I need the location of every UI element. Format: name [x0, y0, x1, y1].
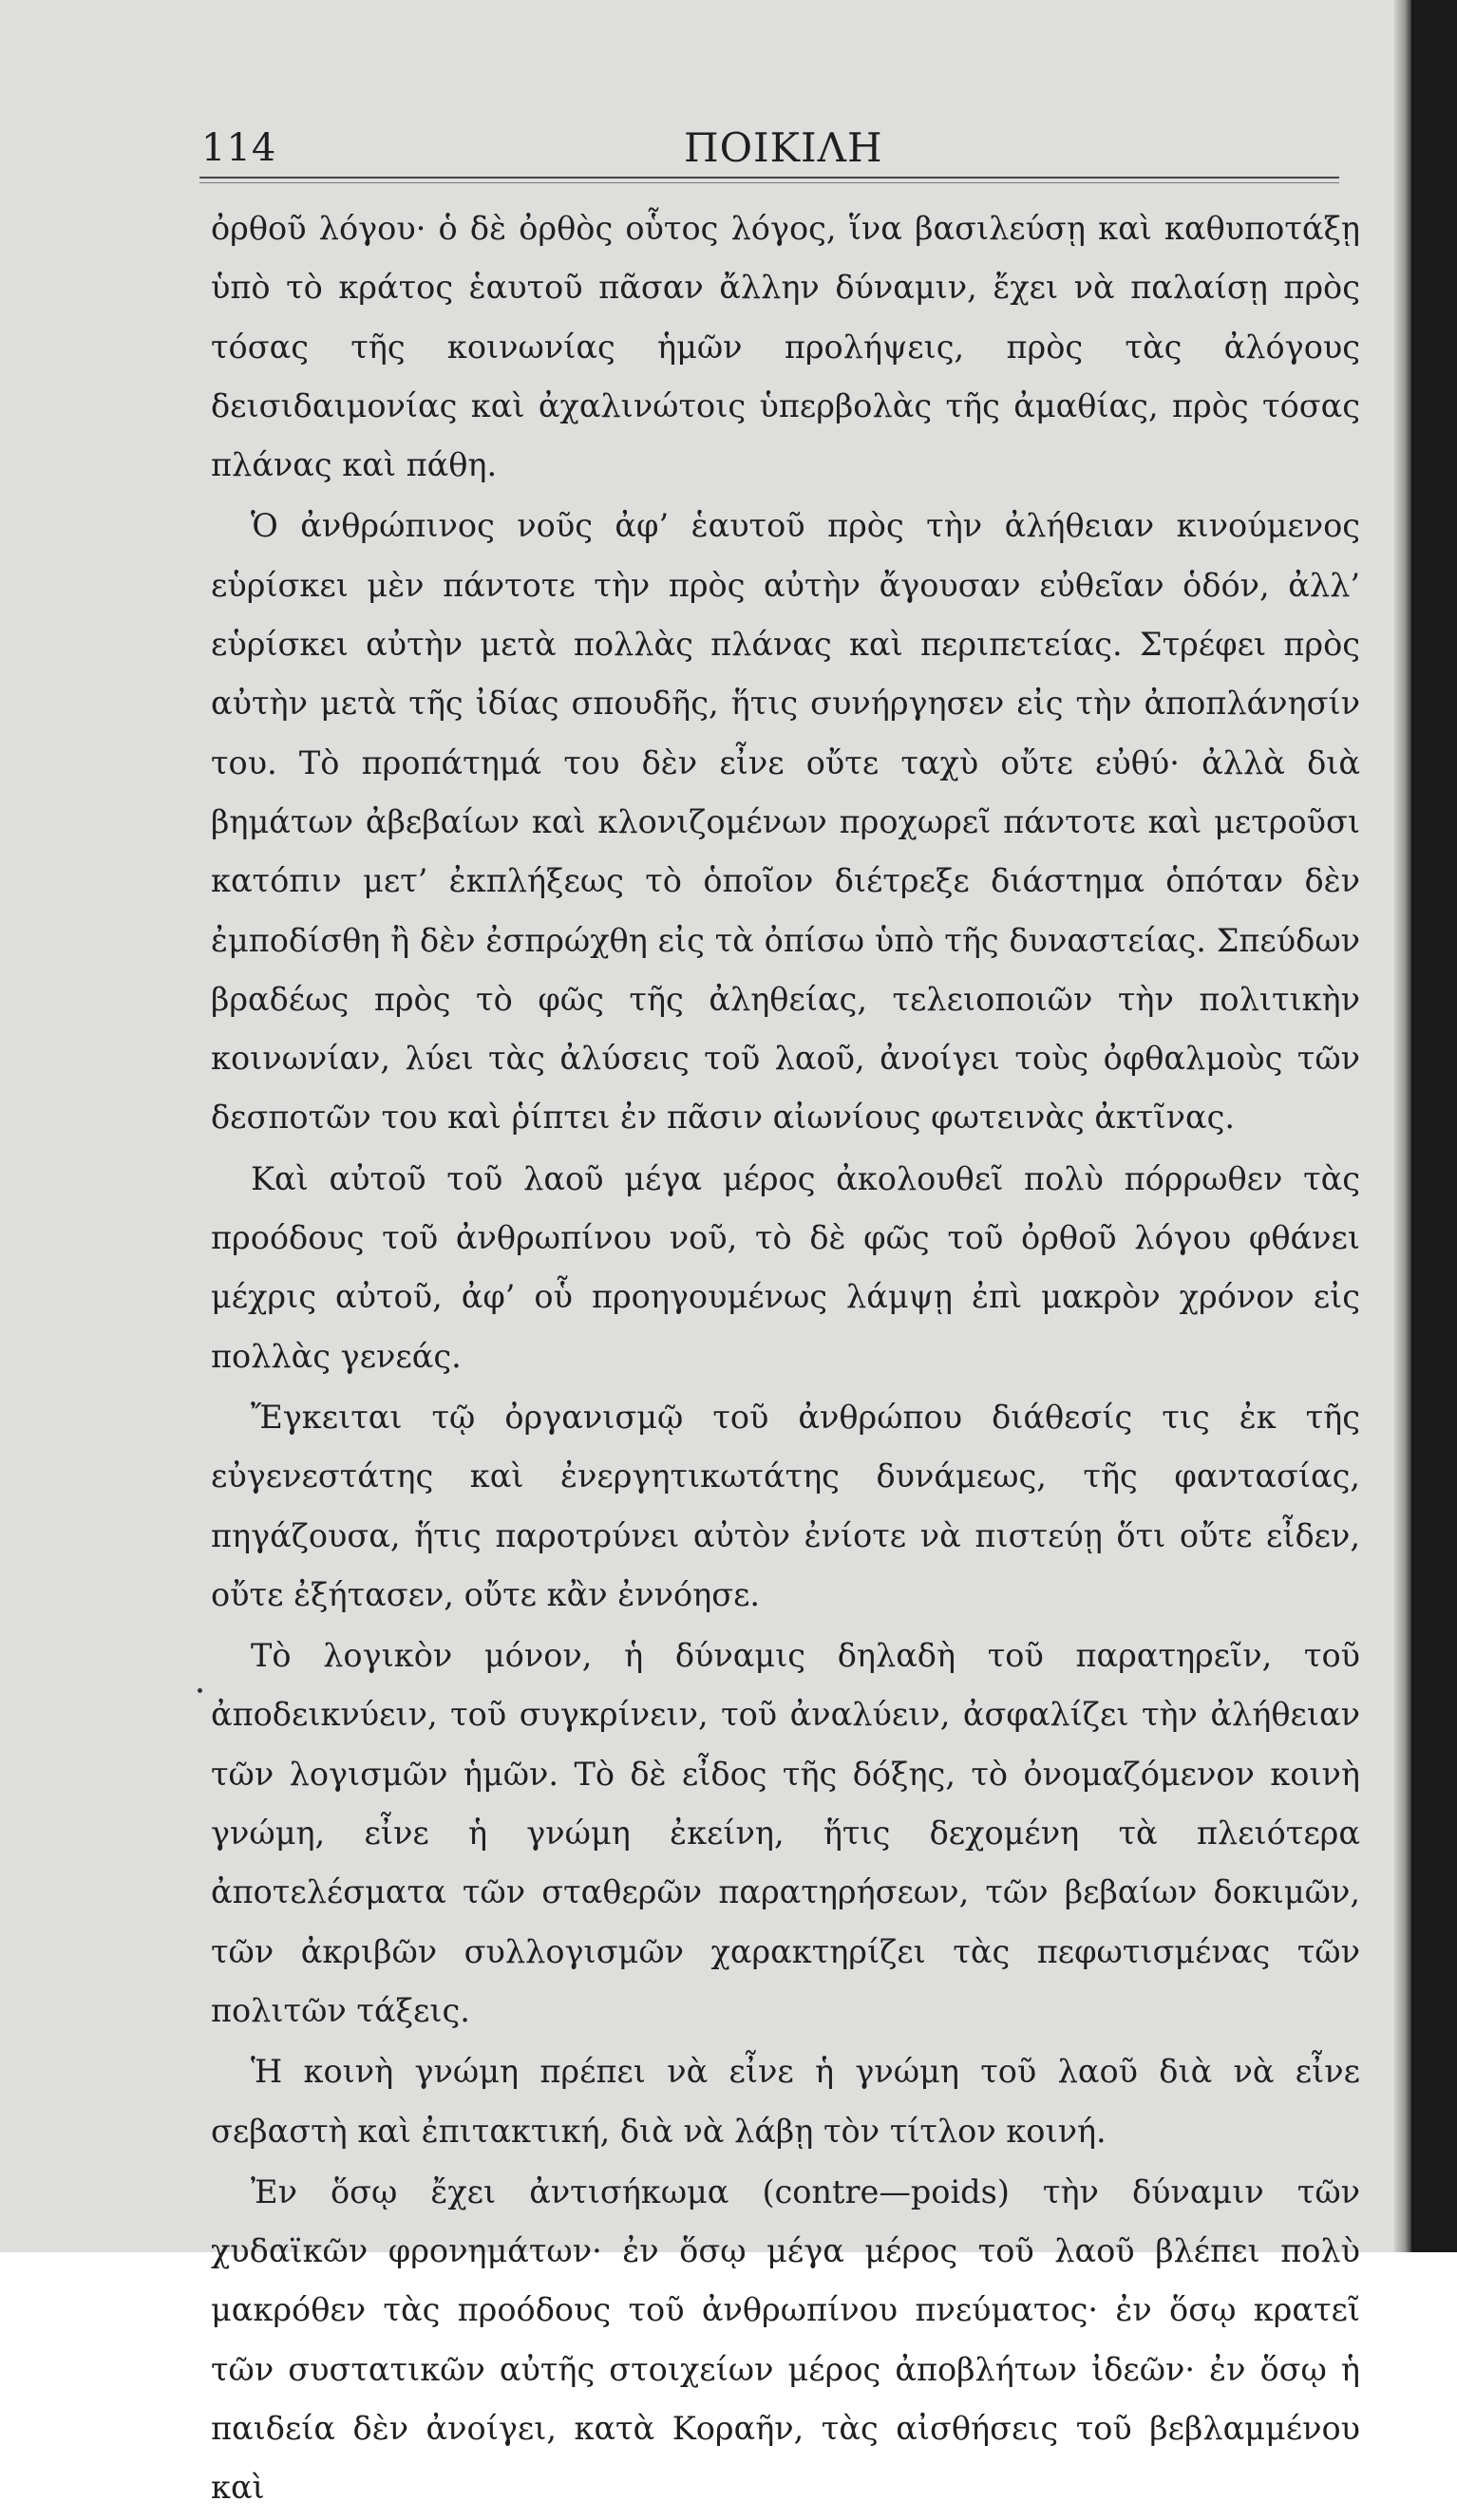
paragraph: Ἐν ὅσῳ ἔχει ἀντισήκωμα (contre—poids) τὴν δύναμιν τῶν χυδαϊκῶν φρονημάτων· ἐν ὅσῳ μέγα μέρος τοῦ λαοῦ βλέπει πολὺ μακρόθεν τὰς προόδους τοῦ ἀνθρωπίνου πνεύματος· ἐν ὅσῳ κρατεῖ τῶν συστατικῶν αὐτῆς στοιχείων μέρος ἀποβλήτων ἰδεῶν· ἐν ὅσῳ ἡ παιδεία δὲν ἀνοίγει, κατὰ Κοραῆν, τὰς αἰσθήσεις τοῦ βεβλαμμένου καὶ — [211, 2172, 1360, 2507]
paragraph: Καὶ αὐτοῦ τοῦ λαοῦ μέγα μέρος ἀκολουθεῖ πολὺ πόρρωθεν τὰς προόδους τοῦ ἀνθρωπίνου νοῦ, τὸ δὲ φῶς τοῦ ὀρθοῦ λόγου φθάνει μέχρις αὐτοῦ, ἀφ’ οὗ προηγουμένως λάμψῃ ἐπὶ μακρὸν χρόνον εἰς πολλὰς γενεάς. — [211, 1159, 1360, 1375]
header-rule — [199, 177, 1339, 183]
paragraph: Ἔγκειται τῷ ὀργανισμῷ τοῦ ἀνθρώπου διάθεσίς τις ἐκ τῆς εὐγενεστάτης καὶ ἐνεργητικωτάτης δυνάμεως, τῆς φαντασίας, πηγάζουσα, ἥτις παροτρύνει αὐτὸν ἐνίοτε νὰ πιστεύῃ ὅτι οὔτε εἶδεν, οὔτε ἐξήτασεν, οὔτε κἂν ἐννόησε. — [211, 1398, 1360, 1613]
ink-speck — [198, 1688, 202, 1693]
paragraph: Ὁ ἀνθρώπινος νοῦς ἀφ’ ἑαυτοῦ πρὸς τὴν ἀλήθειαν κινούμενος εὑρίσκει μὲν πάντοτε τὴν πρὸς αὐτὴν ἄγουσαν εὐθεῖαν ὁδόν, ἀλλ’ εὑρίσκει αὐτὴν μετὰ πολλὰς πλάνας καὶ περιπετείας. Στρέφει πρὸς αὐτὴν μετὰ τῆς ἰδίας σπουδῆς, ἥτις συνήργησεν εἰς τὴν ἀποπλάνησίν του. Τὸ προπάτημά του δὲν εἶνε οὔτε ταχὺ οὔτε εὐθύ· ἀλλὰ διὰ βημάτων ἀβεβαίων καὶ κλονιζομένων προχωρεῖ πάντοτε καὶ μετροῦσι κατόπιν μετ’ ἐκπλήξεως τὸ ὁποῖον διέτρεξε διάστημα ὁπόταν δὲν ἐμποδίσθη ἢ δὲν ἐσπρώχθη εἰς τὰ ὀπίσω ὑπὸ τῆς δυναστείας. Σπεύδων βραδέως πρὸς τὸ φῶς τῆς ἀληθείας, τελειοποιῶν τὴν πολιτικὴν κοινωνίαν, λύει τὰς ἀλύσεις τοῦ λαοῦ, ἀνοίγει τοὺς ὀφθαλμοὺς τῶν δεσποτῶν του καὶ ῥίπτει ἐν πᾶσιν αἰωνίους φωτεινὰς ἀκτῖνας. — [211, 507, 1360, 1137]
paragraph: Τὸ λογικὸν μόνον, ἡ δύναμις δηλαδὴ τοῦ παρατηρεῖν, τοῦ ἀποδεικνύειν, τοῦ συγκρίνειν, τοῦ ἀναλύειν, ἀσφαλίζει τὴν ἀλήθειαν τῶν λογισμῶν ἡμῶν. Τὸ δὲ εἶδος τῆς δόξης, τὸ ὀνομαζόμενον κοινὴ γνώμη, εἶνε ἡ γνώμη ἐκείνη, ἥτις δεχομένη τὰ πλειότερα ἀποτελέσματα τῶν σταθερῶν παρατηρήσεων, τῶν βεβαίων δοκιμῶν, τῶν ἀκριβῶν συλλογισμῶν χαρακτηρίζει τὰς πεφωτισμένας τῶν πολιτῶν τάξεις. — [211, 1637, 1360, 2029]
text-body — [211, 199, 1360, 2520]
running-title: ΠΟΙΚΙΛΗ — [684, 124, 883, 171]
paragraph-continuation: ὀρθοῦ λόγου· ὁ δὲ ὀρθὸς οὗτος λόγος, ἵνα βασιλεύσῃ καὶ καθυποτάξῃ ὑπὸ τὸ κράτος ἑαυτοῦ πᾶσαν ἄλλην δύναμιν, ἔχει νὰ παλαίσῃ πρὸς τόσας τῆς κοινωνίας ἡμῶν προλήψεις, πρὸς τὰς ἀλόγους δεισιδαιμονίας καὶ ἀχαλινώτοις ὑπερβολὰς τῆς ἀμαθίας, πρὸς τόσας πλάνας καὶ πάθη. — [211, 210, 1360, 484]
running-head — [190, 122, 1339, 184]
book-spine-edge — [1411, 0, 1457, 2252]
page-number: 114 — [201, 126, 277, 170]
page-edge-shadow — [1394, 0, 1411, 2252]
paragraph: Ἡ κοινὴ γνώμη πρέπει νὰ εἶνε ἡ γνώμη τοῦ λαοῦ διὰ νὰ εἶνε σεβαστὴ καὶ ἐπιτακτική, διὰ νὰ λάβῃ τὸν τίτλον κοινή. — [211, 2053, 1360, 2150]
